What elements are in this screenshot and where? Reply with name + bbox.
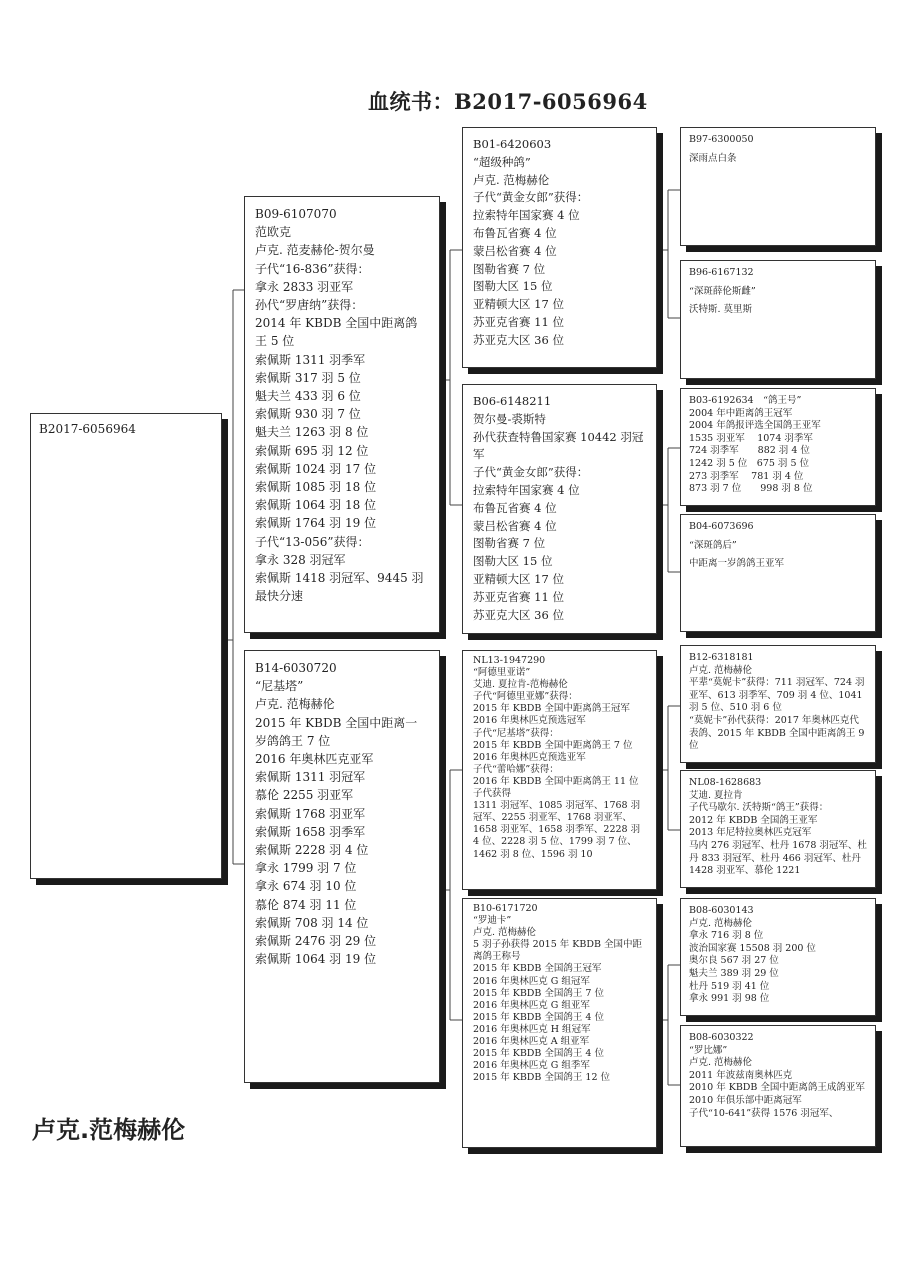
pedigree-line: 2004 年鸽报评选全国鸽王亚军 (689, 420, 821, 432)
sire-dam-card (462, 384, 657, 634)
pedigree-line: 索佩斯 1311 羽季军 (255, 352, 366, 367)
pedigree-line: “尼基塔” (255, 679, 304, 694)
pedigree-line: 魁夫兰 1263 羽 8 位 (255, 425, 369, 440)
pedigree-line: 2016 年 KBDB 全国中距离鸽王 11 位 (473, 775, 639, 787)
g3-card (680, 645, 876, 763)
pedigree-line: 拉索特年国家赛 4 位 (473, 482, 580, 497)
ring-number: B06-6148211 (473, 394, 552, 408)
pedigree-line: 拿永 328 羽冠军 (255, 552, 346, 567)
pedigree-line: 卢克. 范麦赫伦-贺尔曼 (255, 243, 375, 258)
pedigree-line: 子代“蕾哈娜”获得： (473, 763, 559, 775)
pedigree-line: 索佩斯 1768 羽亚军 (255, 806, 366, 821)
dam-sire-card (462, 650, 657, 890)
pedigree-line: 图勒省赛 7 位 (473, 536, 546, 551)
pedigree-line: 拿永 1799 羽 7 位 (255, 861, 357, 876)
g3-card (680, 260, 876, 379)
pedigree-line: 2016 年奥林匹克预选冠军 (473, 715, 586, 727)
pedigree-line: 2015 年 KBDB 全国鸽王 7 位 (473, 987, 604, 999)
pedigree-line: 蒙吕松省赛 4 位 (473, 243, 557, 258)
pedigree-line: 蒙吕松省赛 4 位 (473, 518, 557, 533)
ring-number: B03-6192634 “鸽王号” (689, 395, 802, 406)
ring-number: B04-6073696 (689, 521, 754, 532)
pedigree-line: 子代马歇尔. 沃特斯“鸽王”获得： (689, 802, 829, 814)
pedigree-line: 2015 年 KBDB 全国中距离一岁鸽鸽王 7 位 (255, 715, 418, 748)
pedigree-line: 艾迪. 夏拉肯-范梅赫伦 (473, 679, 568, 691)
pedigree-line: 873 羽 7 位 998 羽 8 位 (689, 483, 813, 495)
pedigree-line: 卢克. 范梅赫伦 (689, 917, 753, 929)
pedigree-line: 拉索特年国家赛 4 位 (473, 208, 580, 223)
pedigree-line: 子代“13-056”获得： (255, 534, 370, 549)
dam-card (244, 650, 440, 1083)
pedigree-line: 2015 年 KBDB 全国鸽王 4 位 (473, 1048, 604, 1060)
pedigree-line: 苏亚克大区 36 位 (473, 607, 564, 622)
pedigree-line: 2010 年俱乐部中距离冠军 (689, 1094, 802, 1106)
pedigree-line: 2004 年中距离鸽王冠军 (689, 407, 793, 419)
pedigree-line: 1242 羽 5 位 675 羽 5 位 (689, 457, 810, 469)
pedigree-line: 索佩斯 708 羽 14 位 (255, 915, 369, 930)
pedigree-line: 拿永 2833 羽亚军 (255, 279, 354, 294)
pedigree-line: 子代“10-641”获得 1576 羽冠军、 (689, 1107, 839, 1119)
sire-card (244, 196, 440, 633)
g3-card (680, 388, 876, 506)
pedigree-line: 索佩斯 317 羽 5 位 (255, 370, 361, 385)
pedigree-line: 中距离一岁鸽鸽王亚军 (689, 558, 785, 570)
sire-sire-card (462, 127, 657, 368)
pedigree-line: 苏亚克大区 36 位 (473, 332, 564, 347)
pedigree-line: 范欧克 (255, 225, 292, 240)
pedigree-line: 索佩斯 1064 羽 19 位 (255, 952, 377, 967)
subject-ring-number: B2017-6056964 (39, 422, 136, 436)
pedigree-line: 深雨点白条 (689, 152, 737, 164)
pedigree-line: “罗迪卡” (473, 915, 512, 927)
pedigree-line: 平辈“莫妮卡”获得：711 羽冠军、724 羽亚军、613 羽季军、709 羽 4 位、1041 羽 5 位、510 羽 6 位 (689, 677, 866, 714)
pedigree-line: 沃特斯. 莫里斯 (689, 304, 753, 316)
ring-number: B12-6318181 (689, 652, 754, 663)
pedigree-line: 2016 年奥林匹克预选亚军 (473, 751, 586, 763)
pedigree-line: 拿永 674 羽 10 位 (255, 879, 357, 894)
pedigree-line: 索佩斯 1418 羽冠军、9445 羽最快分速 (255, 571, 424, 604)
pedigree-line: 孙代“罗唐纳”获得： (255, 298, 364, 313)
ring-number: B01-6420603 (473, 137, 552, 151)
ring-number: B96-6167132 (689, 267, 754, 278)
pedigree-line: 魁夫兰 433 羽 6 位 (255, 389, 361, 404)
pedigree-line: 贺尔曼-裘斯特 (473, 411, 546, 426)
pedigree-line: “超级种鸽” (473, 154, 531, 169)
pedigree-line: 2016 年奥林匹克亚军 (255, 752, 374, 767)
pedigree-line: 索佩斯 2228 羽 4 位 (255, 843, 369, 858)
pedigree-line: 273 羽季军 781 羽 4 位 (689, 470, 804, 482)
pedigree-line: 孙代获查特鲁国家赛 10442 羽冠军 (473, 429, 644, 462)
pedigree-line: 卢克. 范梅赫伦 (473, 927, 537, 939)
ring-number: NL13-1947290 (473, 655, 546, 666)
pedigree-line: 卢克. 范梅赫伦 (473, 172, 550, 187)
g3-card (680, 898, 876, 1016)
page-title: 血统书：B2017-6056964 (368, 89, 648, 114)
pedigree-line: 2015 年 KBDB 全国鸽王冠军 (473, 963, 602, 975)
pedigree-line: 2013 年尼特拉奥林匹克冠军 (689, 827, 812, 839)
g3-card (680, 770, 876, 888)
ring-number: B09-6107070 (255, 207, 337, 221)
pedigree-line: 卢克. 范梅赫伦 (689, 1057, 753, 1069)
ring-number: NL08-1628683 (689, 777, 762, 788)
pedigree-line: 子代“阿德里亚娜”获得： (473, 691, 578, 703)
pedigree-line: 2016 年奥林匹克 H 组冠军 (473, 1023, 591, 1035)
owner-name: 卢克.范梅赫伦 (32, 1116, 186, 1144)
pedigree-line: 子代“黄金女郎”获得： (473, 190, 589, 205)
pedigree-line: 卢克. 范梅赫伦 (255, 697, 335, 712)
pedigree-line: 索佩斯 1764 羽 19 位 (255, 516, 377, 531)
pedigree-line: “罗比娜” (689, 1044, 728, 1056)
dam-dam-card (462, 898, 657, 1148)
pedigree-line: 波治国家赛 15508 羽 200 位 (689, 942, 816, 954)
pedigree-line: 拿永 716 羽 8 位 (689, 930, 764, 942)
ring-number: B14-6030720 (255, 661, 337, 675)
pedigree-line: 2011 年波兹南奥林匹克 (689, 1069, 793, 1081)
pedigree-line: 马内 276 羽冠军、杜丹 1678 羽冠军、杜丹 833 羽冠军、杜丹 466 羽冠军、杜丹 1428 羽亚军、慕伦 1221 (689, 839, 867, 877)
pedigree-line: 1311 羽冠军、1085 羽冠军、1768 羽冠军、2255 羽亚军、1768 羽亚军、1658 羽亚军、1658 羽季军、2228 羽 4 位、2228 羽 5 位、1799 羽 7 位、1462 羽 8 位、1596 羽 10 (473, 800, 644, 860)
pedigree-line: 2016 年奥林匹克 G 组冠军 (473, 975, 590, 987)
pedigree-line: 子代“尼基塔”获得： (473, 727, 559, 739)
pedigree-line: 索佩斯 930 羽 7 位 (255, 407, 361, 422)
pedigree-line: 图勒省赛 7 位 (473, 261, 546, 276)
ring-number: B97-6300050 (689, 134, 754, 145)
ring-number: B08-6030143 (689, 905, 754, 916)
pedigree-line: 子代获得 (473, 788, 512, 800)
pedigree-line: 2015 年 KBDB 全国鸽王 12 位 (473, 1072, 611, 1084)
pedigree-line: 2014 年 KBDB 全国中距离鸽王 5 位 (255, 316, 418, 349)
pedigree-line: 2010 年 KBDB 全国中距离鸽王成鸽亚军 (689, 1082, 865, 1094)
pedigree-line: 图勒大区 15 位 (473, 279, 553, 294)
pedigree-line: 索佩斯 695 羽 12 位 (255, 443, 369, 458)
pedigree-line: 魁夫兰 389 羽 29 位 (689, 967, 779, 979)
pedigree-line: 2015 年 KBDB 全国中距离鸽王 7 位 (473, 739, 633, 751)
pedigree-line: 2016 年奥林匹克 G 组亚军 (473, 999, 590, 1011)
pedigree-line: 亚精顿大区 17 位 (473, 571, 564, 586)
pedigree-line: 慕伦 874 羽 11 位 (255, 897, 357, 912)
pedigree-line: 2016 年奥林匹克 G 组季军 (473, 1060, 590, 1072)
pedigree-line: “阿德里亚诺” (473, 667, 531, 679)
pedigree-line: 2016 年奥林匹克 A 组亚军 (473, 1036, 590, 1048)
pedigree-line: 724 羽季军 882 羽 4 位 (689, 445, 810, 457)
ring-number: B10-6171720 (473, 903, 538, 914)
pedigree-line: 慕伦 2255 羽亚军 (255, 788, 354, 803)
pedigree-line: “莫妮卡”孙代获得：2017 年奥林匹克代表鸽、2015 年 KBDB 全国中距离鸽王 9 位 (689, 714, 868, 752)
pedigree-line: 2012 年 KBDB 全国鸽王亚军 (689, 814, 818, 826)
pedigree-line: 苏亚克省赛 11 位 (473, 314, 564, 329)
pedigree-line: 索佩斯 1085 羽 18 位 (255, 480, 377, 495)
pedigree-line: 子代“黄金女郎”获得： (473, 465, 589, 480)
pedigree-line: 2015 年 KBDB 全国中距离鸽王冠军 (473, 703, 630, 715)
subject-pigeon-card (30, 413, 222, 879)
pedigree-line: 苏亚克省赛 11 位 (473, 589, 564, 604)
pedigree-line: 艾迪. 夏拉肯 (689, 789, 743, 801)
pedigree-line: 卢克. 范梅赫伦 (689, 664, 753, 676)
pedigree-line: 索佩斯 1024 羽 17 位 (255, 461, 377, 476)
pedigree-line: 奥尔良 567 羽 27 位 (689, 955, 779, 967)
pedigree-line: “深斑薛伦斯雌” (689, 285, 756, 297)
pedigree-line: 图勒大区 15 位 (473, 554, 553, 569)
pedigree-line: 杜丹 519 羽 41 位 (689, 980, 770, 992)
ring-number: B08-6030322 (689, 1032, 754, 1043)
g3-card (680, 1025, 876, 1147)
pedigree-line: 1535 羽亚军 1074 羽季军 (689, 432, 813, 444)
pedigree-line: “深斑鸽后” (689, 539, 737, 551)
g3-card (680, 514, 876, 632)
pedigree-line: 索佩斯 2476 羽 29 位 (255, 934, 377, 949)
pedigree-line: 亚精顿大区 17 位 (473, 297, 564, 312)
pedigree-line: 2015 年 KBDB 全国鸽王 4 位 (473, 1011, 604, 1023)
pedigree-line: 索佩斯 1064 羽 18 位 (255, 498, 377, 513)
pedigree-line: 索佩斯 1658 羽季军 (255, 824, 366, 839)
pedigree-line: 布鲁瓦省赛 4 位 (473, 225, 557, 240)
pedigree-line: 索佩斯 1311 羽冠军 (255, 770, 366, 785)
pedigree-line: 5 羽子孙获得 2015 年 KBDB 全国中距离鸽王称号 (473, 939, 642, 963)
pedigree-line: 子代“16-836”获得： (255, 261, 370, 276)
pedigree-line: 布鲁瓦省赛 4 位 (473, 500, 557, 515)
pedigree-line: 拿永 991 羽 98 位 (689, 993, 770, 1005)
g3-card (680, 127, 876, 246)
